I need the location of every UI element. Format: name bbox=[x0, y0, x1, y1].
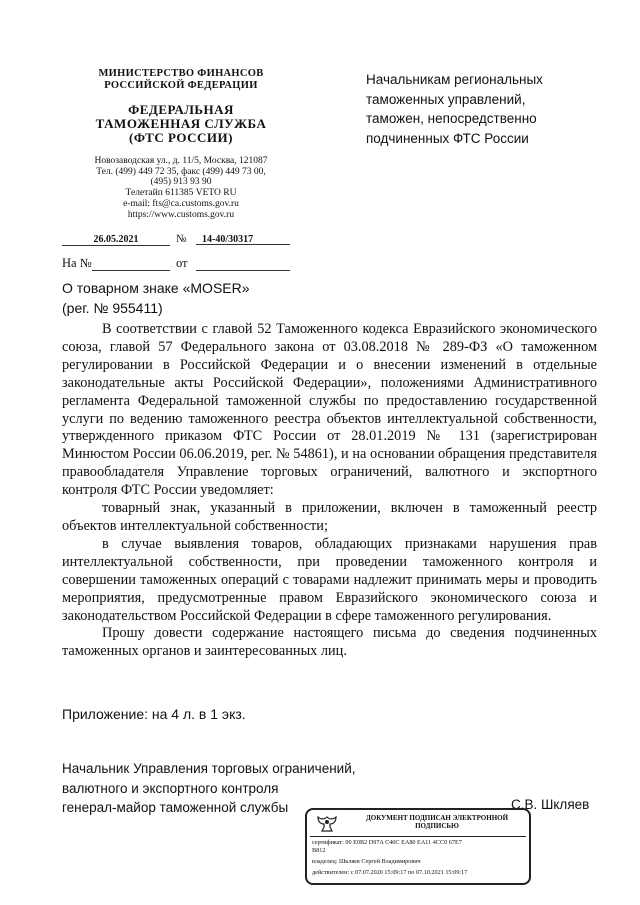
telex: Телетайп 611385 VETO RU bbox=[125, 187, 237, 198]
e-signature-stamp bbox=[305, 808, 531, 885]
ministry-name: МИНИСТЕРСТВО ФИНАНСОВ РОССИЙСКОЙ ФЕДЕРАЦИИ bbox=[98, 68, 264, 91]
service-name: ФЕДЕРАЛЬНАЯ ТАМОЖЕННАЯ СЛУЖБА (ФТС РОССИИ) bbox=[95, 102, 267, 145]
attachment-note: Приложение: на 4 л. в 1 экз. bbox=[62, 706, 246, 722]
subject: О товарном знаке «MOSER» (рег. № 955411) bbox=[62, 280, 250, 316]
stamp-divider bbox=[310, 836, 526, 837]
reg-date: 26.05.2021 bbox=[93, 234, 139, 245]
ref-from-line bbox=[196, 256, 290, 271]
website-link[interactable]: https://www.customs.gov.ru bbox=[127, 209, 235, 220]
contact-block bbox=[56, 156, 306, 220]
phone-2: (495) 913 93 90 bbox=[150, 177, 212, 187]
ref-from-label: от bbox=[176, 256, 188, 270]
stamp-owner: владелец: Шкляев Сергей Владимирович bbox=[312, 858, 421, 865]
addressee: Начальникам региональных таможенных управлений, таможен, непосредственно подчиненных ФТС России bbox=[366, 72, 543, 146]
body-paragraph: В соответствии с главой 52 Таможенного кодекса Евразийского экономического союза, главой 57 Федерального закона от 03.08.2018 № 289-ФЗ «О таможенном регулировании в Российской Федерации и о внесении изменений в отдельные законодательные акты Российской Федерации», положениями Административного регламента Федеральной таможенной службы по предоставлению государственной услуги по ведению таможенного реестра объектов интеллектуальной собственности, утвержденного приказом ФТС России от 28.01.2019 № 131 (зарегистрирован Минюстом России 06.06.2019, рег. № 54861), и на основании обращения представителя правообладателя Управление торговых ограничений, валютного и экспортного контроля ФТС России уведомляет: bbox=[62, 321, 597, 499]
stamp-certificate: сертификат: 00 E0B2 D97A C40C EA80 EA11 4CC0 67E7 bbox=[312, 839, 462, 846]
stamp-title: ДОКУМЕНТ ПОДПИСАН ЭЛЕКТРОННОЙ ПОДПИСЬЮ bbox=[365, 814, 509, 830]
reg-number: 14-40/30317 bbox=[202, 234, 254, 245]
letter-body bbox=[62, 321, 597, 661]
ref-number-line bbox=[92, 256, 170, 271]
stamp-certificate-cont: B812 bbox=[312, 847, 326, 854]
body-paragraph: в случае выявления товаров, обладающих признаками нарушения прав интеллектуальной собственности, при проведении таможенного контроля и совершении таможенных операций с товарами надлежит принимать меры и проводить мероприятия, предусмотренные правом Евразийского экономического союза и законодательством Российской Федерации в сфере таможенного регулирования. bbox=[62, 535, 597, 624]
address: Новозаводская ул., д. 11/5, Москва, 121087 bbox=[94, 156, 268, 166]
letterhead bbox=[56, 68, 306, 220]
signatory-name: С.В. Шкляев bbox=[511, 797, 590, 812]
ref-number-label: На № bbox=[62, 256, 92, 270]
phone: Тел. (499) 449 72 35, факс (499) 449 73 00, bbox=[96, 166, 266, 177]
body-paragraph: Прошу довести содержание настоящего письма до сведения подчиненных таможенных органов и заинтересованных лиц. bbox=[62, 625, 597, 660]
body-paragraph: товарный знак, указанный в приложении, включен в таможенный реестр объектов интеллектуальной собственности; bbox=[62, 500, 597, 534]
reg-date-line bbox=[62, 229, 170, 246]
emblem-icon bbox=[315, 814, 339, 834]
stamp-validity: действителен: с 07.07.2020 15:09:17 по 07.10.2021 15:09:17 bbox=[312, 869, 468, 876]
reg-number-sign: № bbox=[176, 233, 187, 245]
email-link[interactable]: e-mail: fts@ca.customs.gov.ru bbox=[123, 199, 239, 209]
signatory-position: Начальник Управления торговых ограничений, валютного и экспортного контроля генерал-майор таможенной службы bbox=[62, 761, 356, 815]
reg-number-line bbox=[196, 229, 290, 245]
